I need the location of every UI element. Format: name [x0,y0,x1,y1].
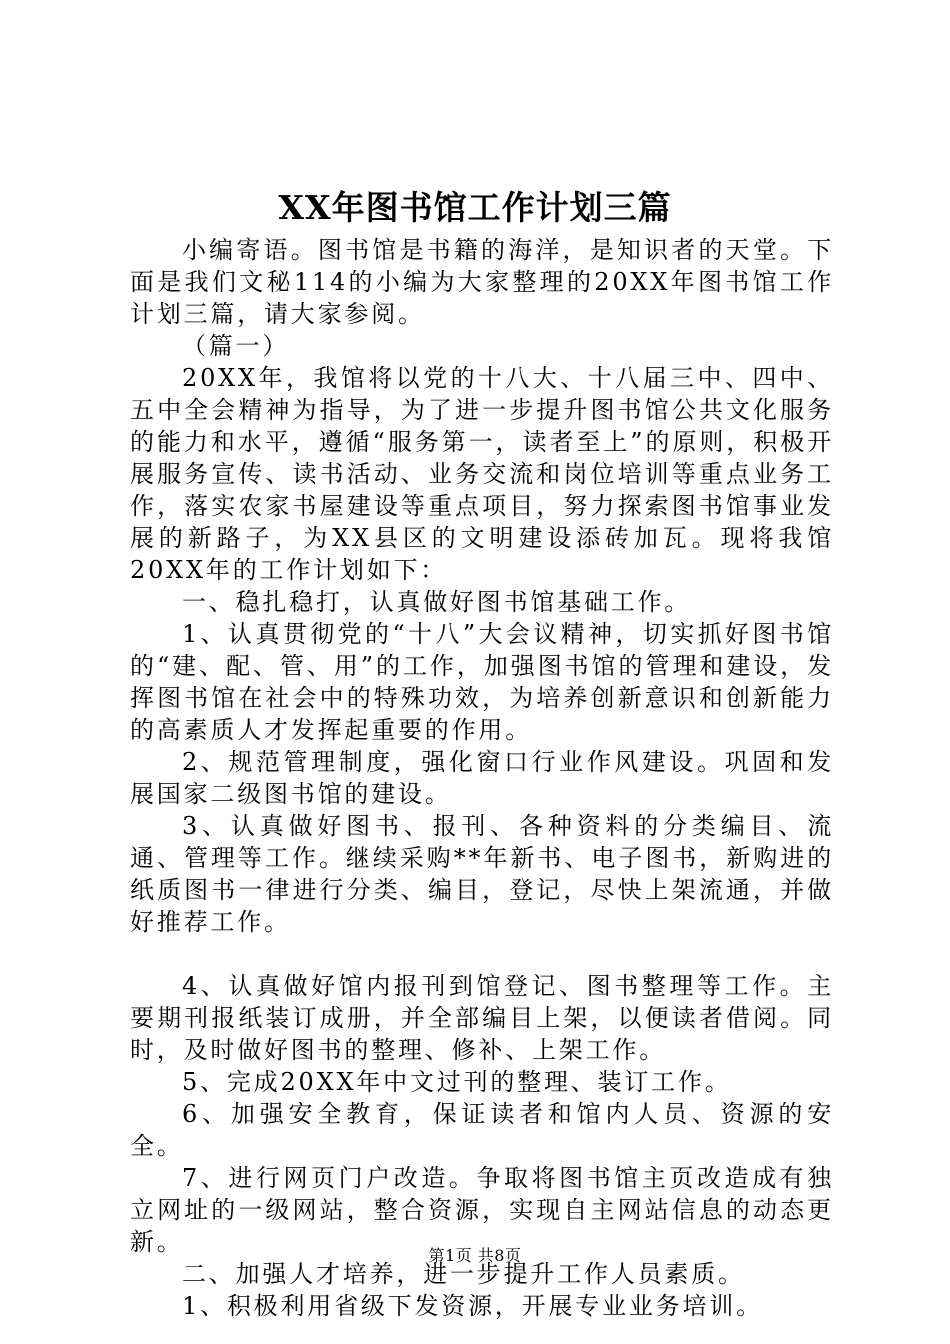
section-heading-two: 二、加强人才培养，进一步提升工作人员素质。 [182,1260,745,1288]
section-label-part-one: （篇一） [182,332,290,360]
item-paragraph-8: 1、积极利用省级下发资源，开展专业业务培训。 [182,1292,763,1320]
item-paragraph-1: 1、认真贯彻党的“十八”大会议精神，切实抓好图书馆的“建、配、管、用”的工作，加强图书馆的管理和建设，发挥图书馆在社会中的特殊功效，为培养创新意识和创新能力的高素质人才发挥起重要的作用。 [130,620,834,744]
section-heading-one: 一、稳扎稳打，认真做好图书馆基础工作。 [182,588,692,616]
intro-paragraph: 小编寄语。图书馆是书籍的海洋，是知识者的天堂。下面是我们文秘114的小编为大家整理的20XX年图书馆工作计划三篇，请大家参阅。 [130,236,834,328]
item-paragraph-4: 4、认真做好馆内报刊到馆登记、图书整理等工作。主要期刊报纸装订成册，并全部编目上架，以便读者借阅。同时，及时做好图书的整理、修补、上架工作。 [130,972,834,1064]
page-footer: 第1页 共8页 [428,1246,522,1265]
document-body [130,234,834,1322]
item-paragraph-6: 6、加强安全教育，保证读者和馆内人员、资源的安全。 [130,1100,834,1160]
item-paragraph-3: 3、认真做好图书、报刊、各种资料的分类编目、流通、管理等工作。继续采购**年新书、电子图书，新购进的纸质图书一律进行分类、编目，登记，尽快上架流通，并做好推荐工作。 [130,812,834,936]
item-paragraph-7: 7、进行网页门户改造。争取将图书馆主页改造成有独立网址的一级网站，整合资源，实现自主网站信息的动态更新。 [130,1164,834,1256]
item-paragraph-5: 5、完成20XX年中文过刊的整理、装订工作。 [182,1068,732,1096]
document-title: XX年图书馆工作计划三篇 [278,188,672,227]
item-paragraph-2: 2、规范管理制度，强化窗口行业作风建设。巩固和发展国家二级图书馆的建设。 [130,748,834,808]
plan-overview-paragraph: 20XX年，我馆将以党的十八大、十八届三中、四中、五中全会精神为指导，为了进一步提升图书馆公共文化服务的能力和水平，遵循“服务第一，读者至上”的原则，积极开展服务宣传、读书活动、业务交流和岗位培训等重点业务工作，落实农家书屋建设等重点项目，努力探索图书馆事业发展的新路子，为XX县区的文明建设添砖加瓦。现将我馆20XX年的工作计划如下： [130,364,834,584]
paragraph-gap [130,938,834,970]
